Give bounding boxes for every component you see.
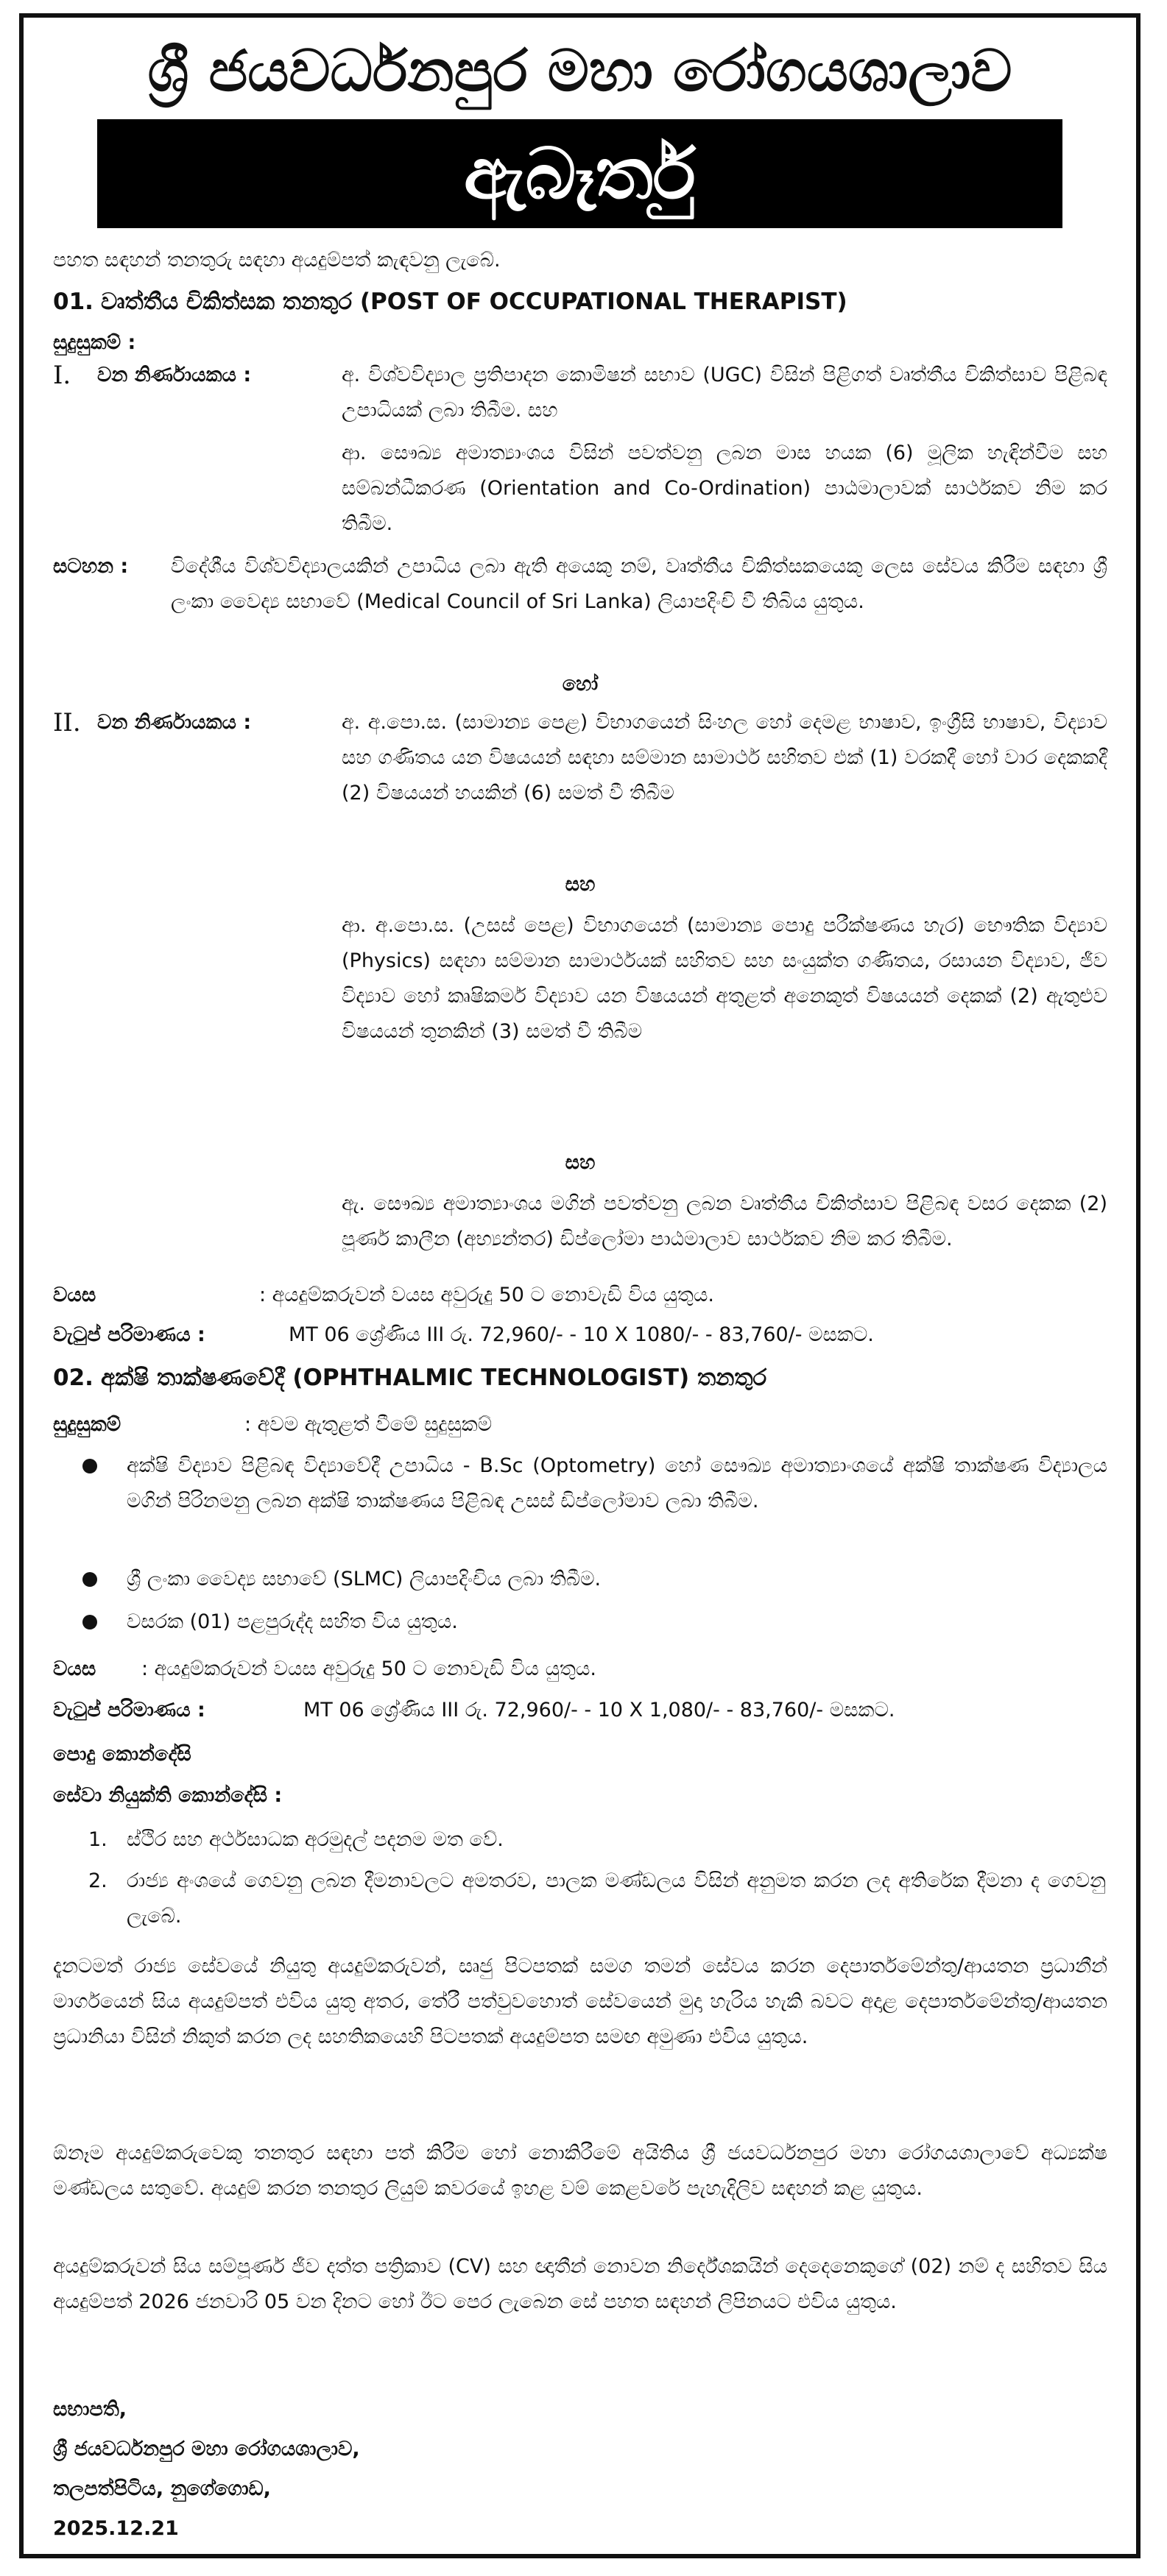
post1-age-label: වයස <box>53 1284 96 1306</box>
post1-criterion-II-a: අ. අ.පො.ස. (සාමාන්‍ය පෙළ) විභාගයෙන් සිංහල හෝ දෙමළ භාෂාව, ඉංග්‍රීසි භාෂාව, විද්‍යාව සහ ගණිතය යන විෂයයන් සඳහා සම්මාන සාමාර්ථ සහිතව එක් (1) වරකදී හෝ වාර දෙකකදී (2) විෂයයන් හයකින් (6) සමත් වී තිබීම <box>342 711 1107 804</box>
paragraph-public-servants: දැනටමත් රාජ්‍ය සේවයේ නියුතු අයදුම්කරුවන්, සෘජු පිටපතක් සමග තමන් සේවය කරන දෙපාර්තමේන්තු/ආයතන ප්‍රධානීන් මාර්ගයෙන් සිය අයදුම්පත් එවිය යුතු අතර, තේරී පත්වුවහොත් සේවයෙන් මුදා හැරිය හැකි බවට අදාළ දෙපාර්තමේන්තු/ආයතන ප්‍රධානියා විසින් නිකුත් කරන ලද සහතිකයෙහි පිටපතක් අයදුම්පත සමඟ අමුණා එවිය යුතුය. <box>53 1955 1107 2048</box>
service-conditions-heading: සේවා නියුක්ති කොන්දේසි : <box>53 1784 283 1807</box>
post2-age-label: වයස <box>53 1657 96 1680</box>
post1-criterion-I-a: අ. විශ්වවිද්‍යාල ප්‍රතිපාදන කොමිෂන් සභාව (UGC) විසින් පිළිගත් වෘත්තීය චිකිත්සාව පිළිබඳ උපාධියක් ලබා තිබීම. සහ <box>342 364 1107 422</box>
paragraph-application-deadline: අයදුම්කරුවන් සිය සම්පූර්ණ ජීව දත්ත පත්‍රිකාව (CV) සහ ඥාතීන් නොවන නිර්දේශකයින් දෙදෙනෙකුගේ (02) නම් ද සහිතව සිය අයදුම්පත් 2026 ජනවාරි 05 වන දිනට හෝ ඊට පෙර ලැබෙන සේ පහත සඳහන් ලිපිනයට එවිය යුතුය. <box>53 2255 1107 2313</box>
post1-salary-value: MT 06 ශ්‍රේණිය III රු. 72,960/- - 10 X 1080/- - 83,760/- මසකට. <box>289 1323 874 1346</box>
condition-2-number: 2. <box>88 1869 107 1892</box>
bullet-icon <box>82 1459 97 1473</box>
post2-age-value: : අයදුම්කරුවන් වයස අවුරුදු 50 ට නොවැඩි විය යුතුය. <box>141 1657 596 1680</box>
post1-criterion-I-label: වන නිර්ණායකය : <box>97 364 252 386</box>
hospital-title: ශ්‍රී ජයවර්ධනපුර මහා රෝගයශාලාව <box>147 38 1012 105</box>
post1-note-text: විදේශීය විශ්වවිද්‍යාලයකින් උපාධිය ලබා ඇති අයෙකු නම්, වෘත්තීය චිකිත්සකයෙකු ලෙස සේවය කිරීම සඳහා ශ්‍රී ලංකා වෛද්‍ය සභාවේ (Medical Council of Sri Lanka) ලියාපදිංචි වී තිබිය යුතුය. <box>171 555 1107 613</box>
post2-qualification-2: ශ්‍රී ලංකා වෛද්‍ය සභාවේ (SLMC) ලියාපදිංචිය ලබා තිබීම. <box>127 1568 602 1590</box>
advertisement-frame <box>19 13 1140 2558</box>
post2-qualification-3: වසරක (01) පළපුරුද්ද සහිත විය යුතුය. <box>127 1610 458 1633</box>
post2-qualification-1: අක්ෂි විද්‍යාව පිළිබඳ විද්‍යාවේදී උපාධිය - B.Sc (Optometry) හෝ සෞඛ්‍ය අමාත්‍යාංශයේ අක්ෂි තාක්ෂණ විද්‍යාලය මගින් පිරිනමනු ලබන අක්ෂි තාක්ෂණය පිළිබඳ උසස් ඩිප්ලෝමාව ලබා තිබීම. <box>127 1454 1107 1512</box>
post1-age-value: : අයදුම්කරුවන් වයස අවුරුදු 50 ට නොවැඩි විය යුතුය. <box>259 1284 714 1306</box>
post1-criterion-II-aa: ආ. අ.පො.ස. (උසස් පෙළ) විභාගයෙන් (සාමාන්‍ය පොදු පරීක්ෂණය හැර) භෞතික විද්‍යාව (Physics) සඳහා සම්මාන සාමාර්ථයක් සහිතව සහ සංයුක්ත ගණිතය, රසායන විද්‍යාව, ජීව විද්‍යාව හෝ කෘෂිකර්ම විද්‍යාව යන විෂයයන් අතුළත් අනෙකුත් විෂයයන් දෙකක් (2) ඇතුළුව විෂයයන් තුනකින් (3) සමත් වී තිබීම <box>342 914 1107 1043</box>
post1-and-1: සහ <box>565 873 596 896</box>
intro-text: පහත සඳහන් තනතුරු සඳහා අයදුම්පත් කැඳවනු ලැබේ. <box>53 249 501 272</box>
condition-2-text: රාජ්‍ය අංශයේ ගෙවනු ලබන දීමනාවලට අමතරව, පාලක මණ්ඩලය විසින් අනුමත කරන ලද අතිරේක දීමනා ද ගෙවනු ලැබේ. <box>127 1869 1106 1928</box>
post1-number: 01. <box>53 289 94 315</box>
post2-title: අක්ෂි තාක්ෂණවේදී (OPHTHALMIC TECHNOLOGIST) තනතුර <box>101 1365 767 1391</box>
post1-criterion-I-numeral: I. <box>53 361 71 390</box>
post1-criterion-II-numeral: II. <box>53 708 81 737</box>
paragraph-board-rights: ඕනෑම අයදුම්කරුවෙකු තනතුර සඳහා පත් කිරීම හෝ නොකිරීමේ අයිතිය ශ්‍රී ජයවර්ධනපුර මහා රෝගයශාලාවේ අධ්‍යක්ෂ මණ්ඩලය සතුවේ. අයදුම් කරන තනතුර ලියුම් කවරයේ ඉහළ වම් කෙළවරේ පැහැදිලිව සඳහන් කළ යුතුය. <box>53 2142 1107 2200</box>
vacancies-banner: ඇබෑර්තු <box>97 119 1062 228</box>
post1-note-label: සටහන : <box>53 555 129 578</box>
condition-1-number: 1. <box>88 1828 107 1851</box>
bullet-icon <box>82 1615 97 1630</box>
condition-1-text: ස්ථිර සහ අර්ථසාධක අරමුදල් පදනම මත වේ. <box>127 1828 504 1851</box>
post1-or: හෝ <box>562 673 599 696</box>
post2-salary-label: වැටුප් පරිමාණය : <box>53 1699 205 1722</box>
post2-qual-label: සුදුසුකම් <box>53 1413 121 1436</box>
post2-number: 02. <box>53 1365 94 1391</box>
signature-hospital: ශ්‍රී ජයවර්ධනපුර මහා රෝගයශාලාව, <box>53 2438 360 2460</box>
post1-qual-label: සුදුසුකම් : <box>53 331 136 354</box>
signature-address: තලපත්පිටිය, නුගේගොඩ, <box>53 2477 271 2500</box>
general-conditions-heading: පොදු කොන්දේසි <box>53 1743 191 1766</box>
signature-date: 2025.12.21 <box>53 2517 179 2540</box>
post1-criterion-II-ae: ඇ. සෞඛ්‍ය අමාත්‍යාංශය මගින් පවත්වනු ලබන වෘත්තීය චිකිත්සාව පිළිබඳ වසර දෙකක (2) පූර්ණ කාලීන (අභ්‍යන්තර) ඩිප්ලෝමා පාඨමාලාව සාර්ථකව නිම කර තිබීම. <box>342 1192 1107 1250</box>
bullet-icon <box>82 1572 97 1587</box>
advertisement-body <box>38 28 1121 228</box>
post1-criterion-II-label: වන නිර්ණායකය : <box>97 711 252 734</box>
post2-salary-value: MT 06 ශ්‍රේණිය III රු. 72,960/- - 10 X 1,080/- - 83,760/- මසකට. <box>303 1699 895 1722</box>
post2-qual-minimum: : අවම ඇතුළත් වීමේ සුදුසුකම් <box>244 1413 493 1436</box>
post1-title: වෘත්තීය චිකිත්සක තනතුර (POST OF OCCUPATIONAL THERAPIST) <box>101 289 847 315</box>
post1-criterion-I-aa: ආ. සෞඛ්‍ය අමාත්‍යාංශය විසින් පවත්වනු ලබන මාස හයක (6) මූලික හැඳින්වීම සහ සම්බන්ධීකරණ (Orientation and Co-Ordination) පාඨමාලාවක් සාර්ථකව නිම කර තිබීම. <box>342 442 1107 535</box>
post1-and-2: සහ <box>565 1151 596 1174</box>
post1-salary-label: වැටුප් පරිමාණය : <box>53 1323 205 1346</box>
signature-title: සභාපති, <box>53 2398 127 2421</box>
